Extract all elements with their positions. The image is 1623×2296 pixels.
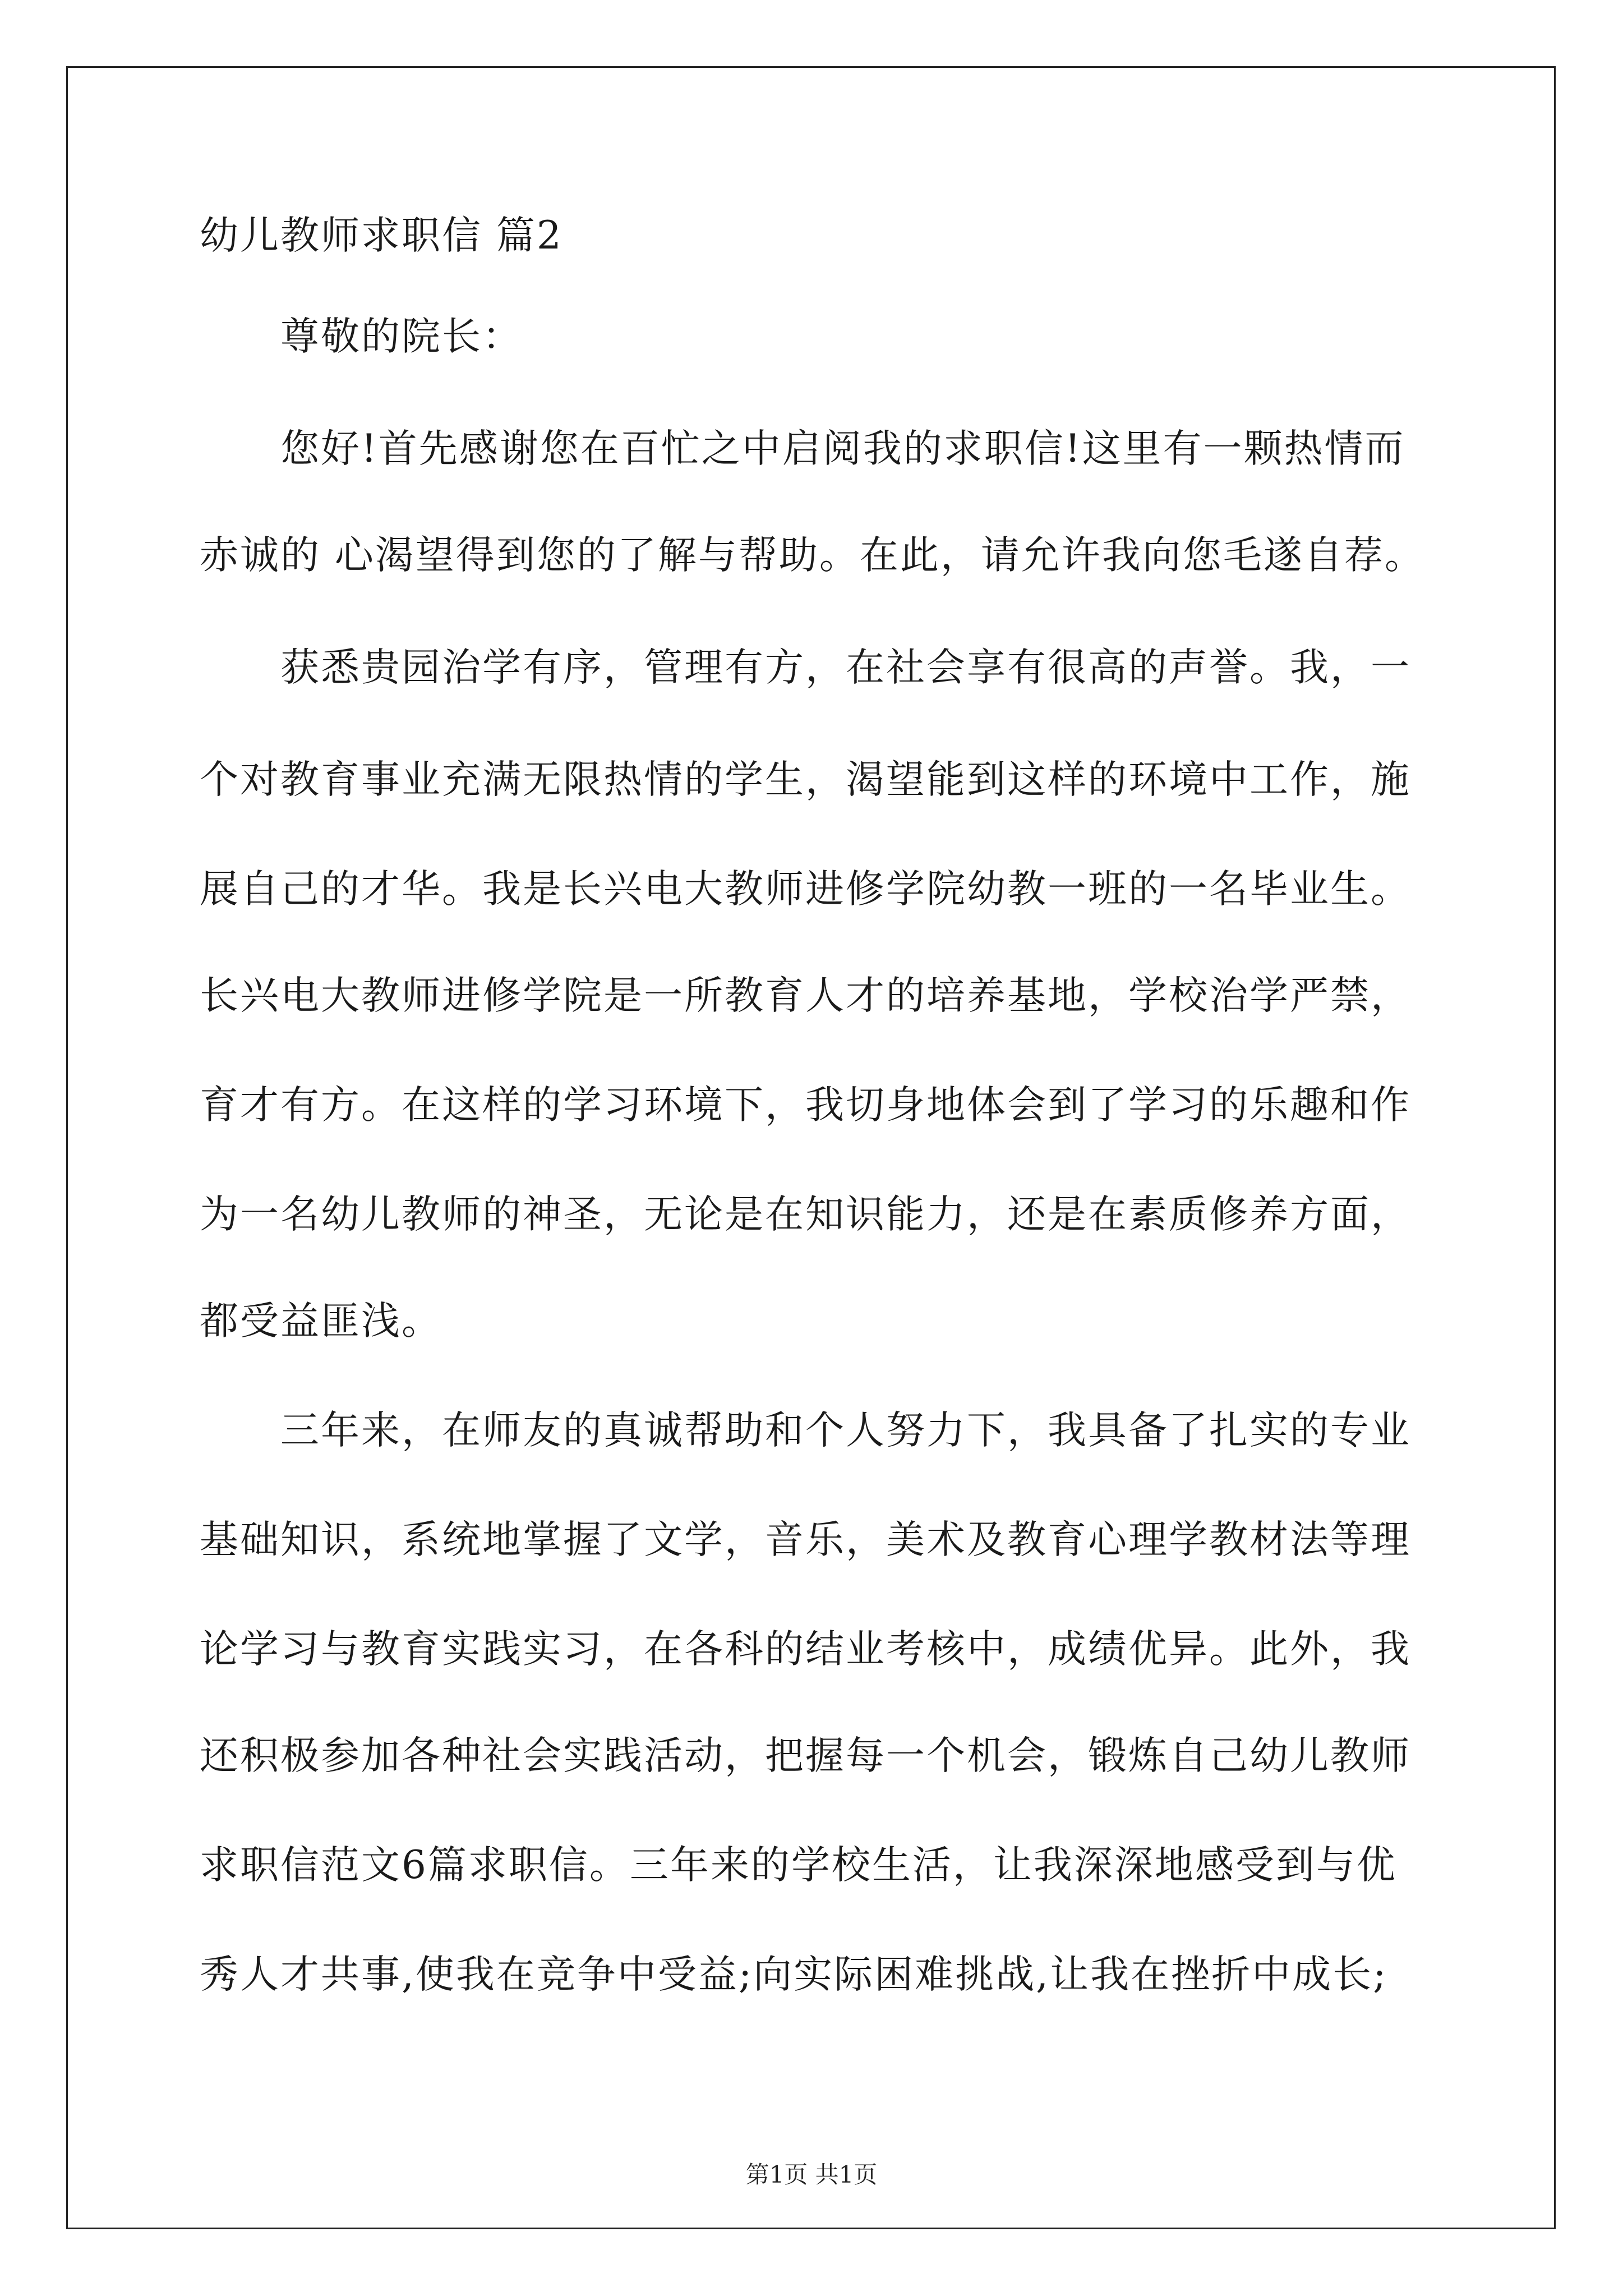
paragraph-line: 您好!首先感谢您在百忙之中启阅我的求职信!这里有一颗热情而 — [280, 426, 1405, 471]
page-footer: 第1页 共1页 — [745, 2161, 878, 2188]
paragraph-line: 赤诚的 心渴望得到您的了解与帮助。在此，请允许我向您毛遂自荐。 — [200, 533, 1425, 578]
paragraph-line: 个对教育事业充满无限热情的学生，渴望能到这样的环境中工作，施 — [200, 757, 1411, 802]
paragraph-line: 秀人才共事,使我在竞争中受益;向实际困难挑战,让我在挫折中成长; — [200, 1952, 1388, 1997]
paragraph-line: 获悉贵园治学有序，管理有方，在社会享有很高的声誉。我，一 — [280, 645, 1411, 690]
paragraph-line: 三年来，在师友的真诚帮助和个人努力下，我具备了扎实的专业 — [280, 1408, 1411, 1453]
paragraph-line: 长兴电大教师进修学院是一所教育人才的培养基地，学校治学严禁， — [200, 973, 1411, 1018]
salutation: 尊敬的院长： — [280, 314, 523, 359]
paragraph-line: 论学习与教育实践实习，在各科的结业考核中，成绩优异。此外，我 — [200, 1627, 1411, 1672]
document-title: 幼儿教师求职信 篇2 — [200, 213, 563, 258]
paragraph-line: 求职信范文6篇求职信。三年来的学校生活，让我深深地感受到与优 — [200, 1843, 1397, 1888]
paragraph-line: 育才有方。在这样的学习环境下，我切身地体会到了学习的乐趣和作 — [200, 1083, 1411, 1128]
paragraph-line: 都受益匪浅。 — [200, 1299, 442, 1343]
paragraph-line: 为一名幼儿教师的神圣，无论是在知识能力，还是在素质修养方面， — [200, 1192, 1411, 1237]
page-border — [66, 66, 1556, 2229]
paragraph-line: 基础知识，系统地掌握了文学，音乐，美术及教育心理学教材法等理 — [200, 1517, 1411, 1562]
paragraph-line: 还积极参加各种社会实践活动，把握每一个机会，锻炼自己幼儿教师 — [200, 1733, 1411, 1778]
paragraph-line: 展自己的才华。我是长兴电大教师进修学院幼教一班的一名毕业生。 — [200, 867, 1411, 912]
